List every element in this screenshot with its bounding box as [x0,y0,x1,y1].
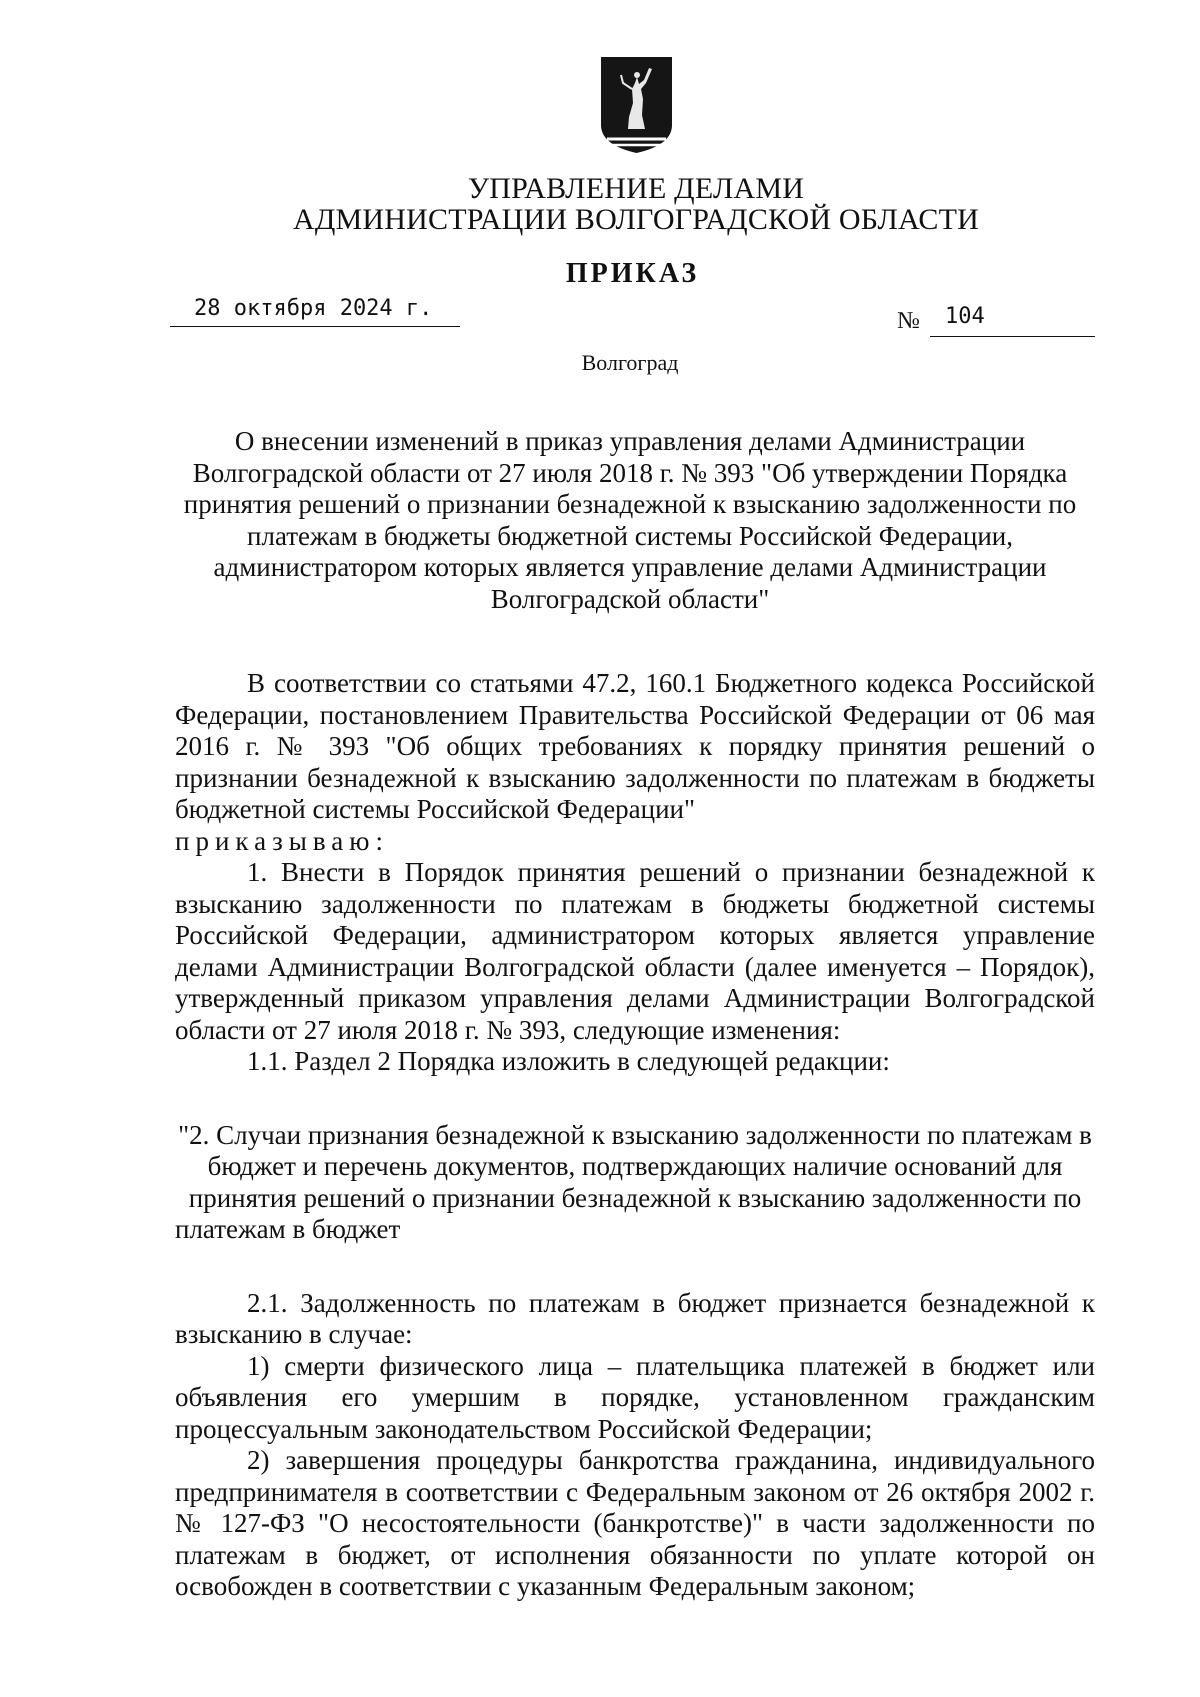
document-title: О внесении изменений в приказ управления делами Администрации Волгоградской области от 27 июля 2018 г. № 393 "Об утверждении Порядка принятия решений о признании безнадежной к взысканию задолженности по платежам в бюджеты бюджетной системы Российской Федерации, администратором которых является управление делами Администрации Волгоградской области" [183,426,1077,614]
preamble: В соответствии со статьями 47.2, 160.1 Бюджетного кодекса Российской Федерации, постановлением Правительства Российской Федерации от 06 мая 2016 г. № 393 "Об общих требованиях к порядку принятия решений о признании безнадежной к взысканию задолженности по платежам в бюджеты бюджетной системы Российской Федерации" [175,668,1095,824]
number-label: № [897,308,920,334]
section-heading: "2. Случаи признания безнадежной к взысканию задолженности по платежам в бюджет и перечень документов, подтверждающих наличие оснований для принятия решений о признании безнадежной к взысканию задолженности по платежам в бюджет [175,1119,1092,1244]
city: Волгоград [581,350,679,375]
organization-name-line2: АДМИНИСТРАЦИИ ВОЛГОГРАДСКОЙ ОБЛАСТИ [292,203,979,236]
document-type: ПРИКАЗ [565,258,700,289]
date-field [170,296,460,327]
order-word: приказываю: [175,825,389,856]
subitem-2: 2) завершения процедуры банкротства гражданина, индивидуального предпринимателя в соответствии с Федеральным законом от 26 октября 2002 г. № 127-ФЗ "О несостоятельности (банкротстве)" в части задолженности по платежам в бюджет, от исполнения обязанности по уплате которой он освобожден в соответствии с указанным Федеральным законом; [175,1445,1095,1601]
number-field [930,304,1095,337]
document-body [175,668,1095,1603]
item-2-1: 2.1. Задолженность по платежам в бюджет признается безнадежной к взысканию в случае: [175,1287,1095,1349]
order-number: 104 [945,304,985,329]
subitem-1: 1) смерти физического лица – плательщика платежей в бюджет или объявления его умершим в порядке, установленном гражданским процессуальным законодательством Российской Федерации; [175,1350,1095,1444]
order-date: 28 октября 2024 г. [194,296,433,321]
item-1-1: 1.1. Раздел 2 Порядка изложить в следующей редакции: [247,1046,890,1076]
organization-name-line1: УПРАВЛЕНИЕ ДЕЛАМИ [467,172,805,205]
volgograd-coat-of-arms-icon [599,55,674,155]
item-1: 1. Внести в Порядок принятия решений о признании безнадежной к взысканию задолженности по платежам в бюджеты бюджетной системы Российской Федерации, администратором которых является управление делами Администрации Волгоградской области (далее именуется – Порядок), утвержденный приказом управления делами Администрации Волгоградской области от 27 июля 2018 г. № 393, следующие изменения: [175,857,1095,1045]
